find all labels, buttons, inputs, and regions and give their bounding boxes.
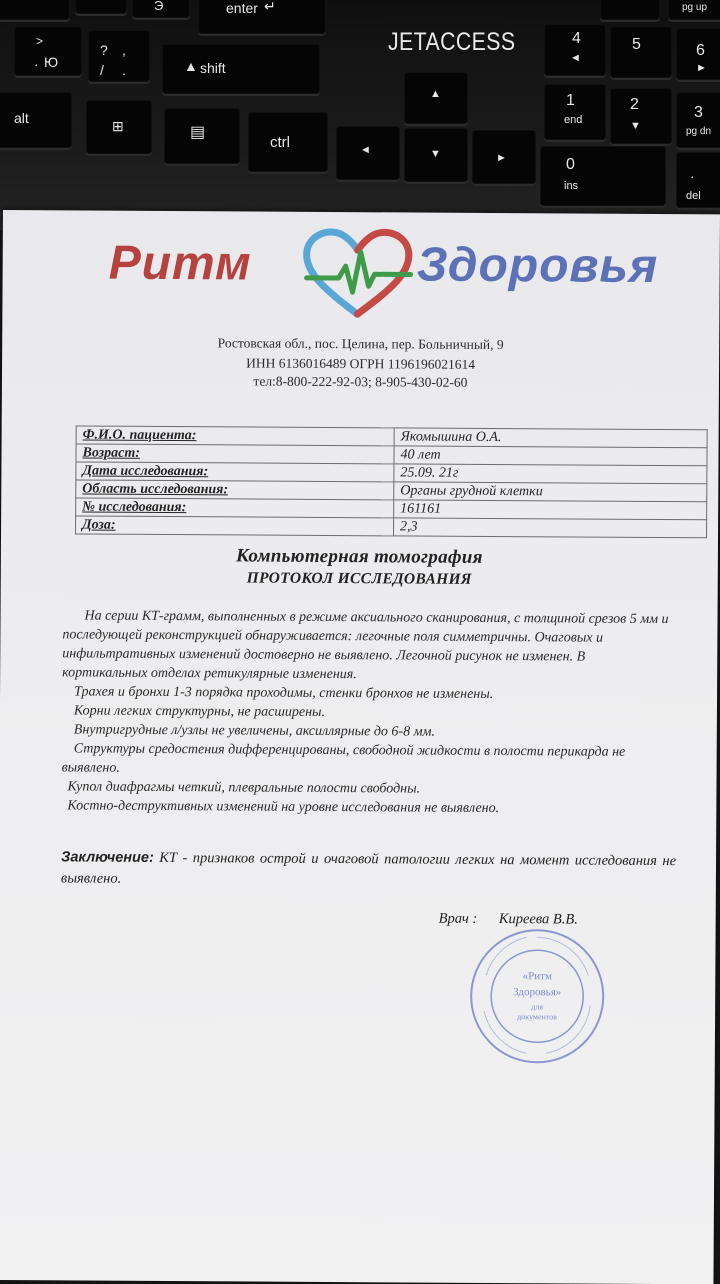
address-line: Ростовская обл., пос. Целина, пер. Больничный, 9 bbox=[217, 335, 504, 353]
key-ee: Э bbox=[132, 0, 190, 18]
findings-paragraph: Корни легких структурны, не расширены. bbox=[73, 703, 326, 720]
info-value: 2,3 bbox=[394, 518, 707, 538]
key-enter: enter ↵ bbox=[198, 0, 326, 34]
key-menu: ▤ bbox=[164, 108, 240, 164]
info-label: № исследования: bbox=[76, 498, 394, 518]
key-del: · del bbox=[676, 152, 720, 208]
info-value: 40 лет bbox=[394, 446, 707, 466]
key-slash: ? , / . bbox=[88, 30, 150, 82]
key-up: ▲ bbox=[404, 72, 468, 124]
heart-pulse-logo-icon bbox=[298, 226, 417, 323]
document-subtitle: ПРОТОКОЛ ИССЛЕДОВАНИЯ bbox=[246, 569, 472, 588]
key-6: 6 ► bbox=[676, 28, 720, 80]
patient-info-table bbox=[75, 425, 708, 538]
phone-line: тел:8-800-222-92-03; 8-905-430-02-60 bbox=[253, 373, 468, 390]
key-top-num bbox=[600, 0, 660, 20]
round-stamp-icon bbox=[466, 925, 609, 1068]
findings-paragraph: Трахея и бронхи 1-3 порядка проходимы, стенки бронхов не изменены. bbox=[74, 684, 494, 703]
doctor-label: Врач : bbox=[438, 910, 478, 927]
key-2: 2 ▼ bbox=[610, 88, 672, 144]
conclusion bbox=[61, 847, 676, 893]
key-3: 3 pg dn bbox=[676, 92, 720, 148]
key-alt: alt bbox=[0, 92, 72, 148]
key-down: ▼ bbox=[404, 128, 468, 182]
info-label: Дата исследования: bbox=[76, 462, 394, 482]
info-value: 25.09. 21г bbox=[394, 464, 707, 484]
key-ctrl: ctrl bbox=[248, 112, 328, 172]
stamp-center-line: для bbox=[531, 1002, 544, 1012]
findings-paragraph: Структуры средостения дифференцированы, свободной жидкости в полости перикарда не выявлено. bbox=[61, 741, 626, 776]
key-4: 4 ◄ bbox=[544, 24, 606, 76]
key-right: ► bbox=[472, 130, 536, 184]
key-top-2 bbox=[75, 0, 127, 14]
document-title: Компьютерная томография bbox=[235, 545, 483, 568]
key-shift: ▲ shift bbox=[162, 44, 320, 94]
keyboard bbox=[0, 0, 720, 230]
stamp-center-line: документов bbox=[517, 1012, 558, 1022]
findings-text bbox=[61, 606, 672, 819]
findings-paragraph: На серии КТ-грамм, выполненных в режиме аксиального сканирования, с толщиной срезов 5 мм и последующей реконструкцией обнаруживается: легочные поля симметричны. Очаговых и инфильтративных изменений достоверно не выявлено. Легочной рисунок не изменен. В кортикальных отделах ретикулярные изменения. bbox=[62, 608, 669, 683]
stamp-center-line: «Ритм bbox=[522, 970, 553, 983]
logo-text-left: Ритм bbox=[108, 236, 252, 291]
key-windows: ⊞ bbox=[86, 100, 152, 154]
info-value: 161161 bbox=[394, 500, 707, 520]
document-paper bbox=[0, 210, 720, 1284]
info-label: Доза: bbox=[76, 516, 394, 536]
findings-paragraph: Купол диафрагмы четкий, плевральные полости свободны. bbox=[67, 779, 421, 797]
findings-paragraph: Внутригрудные л/узлы не увеличены, аксиллярные до 6-8 мм. bbox=[73, 722, 436, 740]
logo-text-right: Здоровья bbox=[416, 238, 659, 294]
key-left: ◄ bbox=[336, 126, 400, 180]
conclusion-label: Заключение: bbox=[60, 849, 154, 866]
key-5: 5 bbox=[610, 26, 672, 78]
key-pgup: pg up bbox=[668, 0, 720, 20]
doctor-name: Киреева В.В. bbox=[498, 911, 578, 928]
key-0: 0 ins bbox=[540, 146, 666, 206]
key-1: 1 end bbox=[544, 84, 606, 140]
key-top-1 bbox=[0, 0, 70, 20]
table-row bbox=[76, 516, 707, 538]
conclusion-text: КТ - признаков острой и очаговой патологии легких на момент исследования не выявлено. bbox=[60, 849, 677, 887]
registration-line: ИНН 6136016489 ОГРН 1196196021614 bbox=[246, 355, 476, 372]
stamp-center-line: Здоровья» bbox=[513, 986, 562, 999]
info-value: Органы грудной клетки bbox=[394, 482, 707, 502]
info-label: Ф.И.О. пациента: bbox=[76, 426, 394, 446]
keyboard-brand: JETACCESS bbox=[388, 28, 516, 56]
key-yu: > · Ю bbox=[14, 26, 82, 76]
info-label: Возраст: bbox=[76, 444, 394, 464]
info-value: Якомышина О.А. bbox=[394, 428, 707, 448]
info-label: Область исследования: bbox=[76, 480, 394, 500]
findings-paragraph: Костно-деструктивных изменений на уровне исследования не выявлено. bbox=[67, 798, 500, 817]
